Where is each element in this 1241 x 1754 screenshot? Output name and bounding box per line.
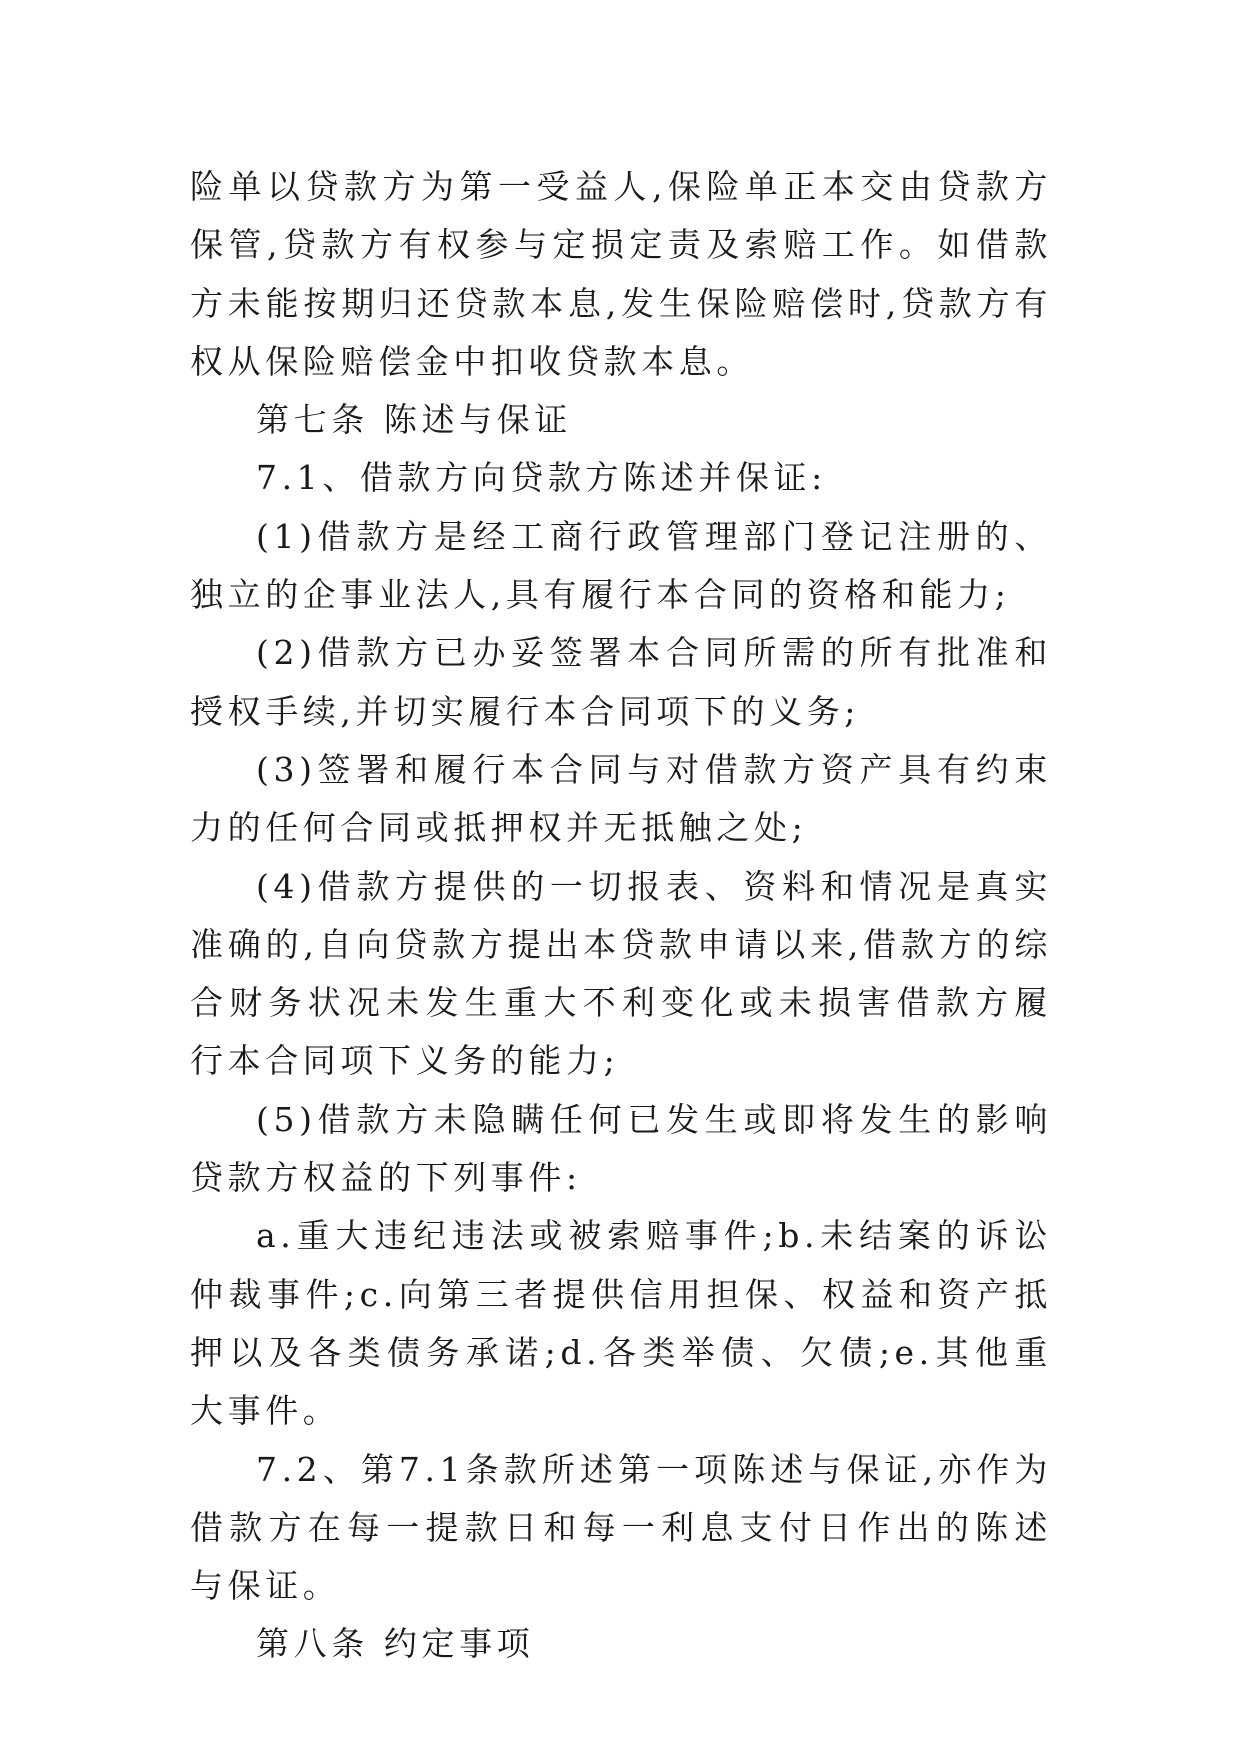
clause-7-1-item-5: (5)借款方未隐瞒任何已发生或即将发生的影响贷款方权益的下列事件: xyxy=(190,1099,1052,1198)
article-7-heading: 第七条 陈述与保证 xyxy=(256,400,572,440)
clause-7-2: 7.2、第7.1条款所述第一项陈述与保证,亦作为借款方在每一提款日和每一利息支付日作出的陈述与保证。 xyxy=(190,1449,1052,1606)
clause-7-1-item-1: (1)借款方是经工商行政管理部门登记注册的、独立的企事业法人,具有履行本合同的资格和能力; xyxy=(190,516,1052,615)
clause-7-1-item-2: (2)借款方已办妥签署本合同所需的所有批准和授权手续,并切实履行本合同项下的义务; xyxy=(190,633,1052,731)
clause-7-1-item-4: (4)借款方提供的一切报表、资料和情况是真实准确的,自向贷款方提出本贷款申请以来,借款方的综合财务状况未发生重大不利变化或未损害借款方履行本合同项下义务的能力; xyxy=(190,866,1052,1081)
clause-7-1-item-3: (3)签署和履行本合同与对借款方资产具有约束力的任何合同或抵押权并无抵触之处; xyxy=(190,749,1052,848)
clause-7-1-item-5-events: a.重大违纪违法或被索赔事件;b.未结案的诉讼仲裁事件;c.向第三者提供信用担保、权益和资产抵押以及各类债务承诺;d.各类举债、欠债;e.其他重大事件。 xyxy=(190,1216,1052,1431)
clause-7-1: 7.1、借款方向贷款方陈述并保证: xyxy=(256,458,827,498)
paragraph-insurance-continuation: 险单以贷款方为第一受益人,保险单正本交由贷款方保管,贷款方有权参与定损定责及索赔工作。如借款方未能按期归还贷款本息,发生保险赔偿时,贷款方有权从保险赔偿金中扣收贷款本息。 xyxy=(190,167,1052,381)
document-body xyxy=(190,158,1052,1674)
article-8-heading: 第八条 约定事项 xyxy=(256,1624,535,1664)
